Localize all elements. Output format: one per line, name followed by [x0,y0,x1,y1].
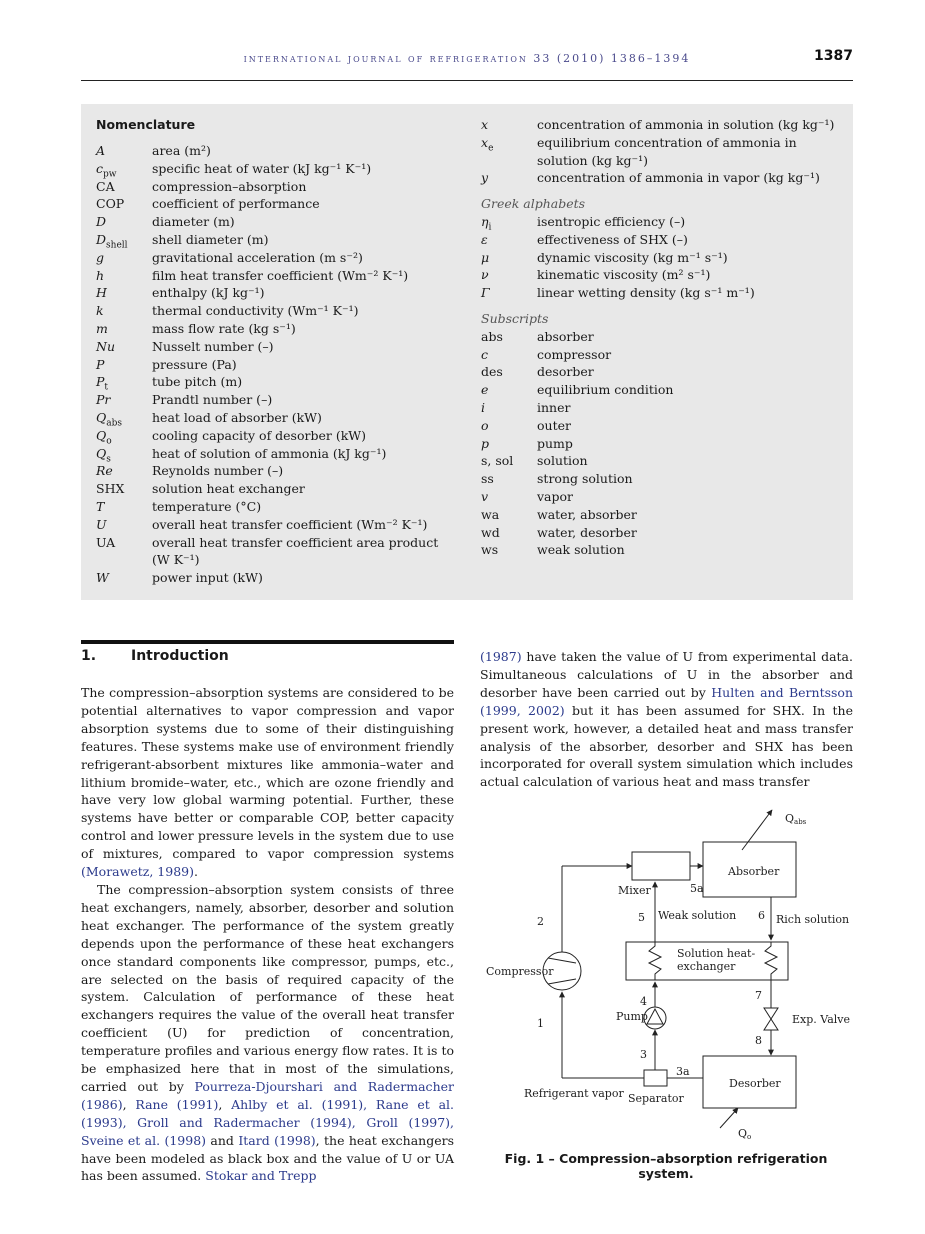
mixer-box [632,852,690,880]
paragraph-1-end: . [193,864,198,880]
greek-row [481,213,841,231]
nomenclature-row [96,498,446,516]
subscript-symbol: abs [481,328,503,344]
nomenclature-definition: area (m²) [152,143,211,158]
nomenclature-definition: overall heat transfer coefficient area product (W K⁻¹) [152,534,439,568]
subscript-row [481,399,841,417]
figure-1 [480,800,852,1145]
greek-symbol: Γ [481,285,490,301]
nomenclature-definition: thermal conductivity (Wm⁻¹ K⁻¹) [152,303,359,319]
subscript-symbol: p [481,435,490,451]
subscripts-label: Subscripts [481,310,549,326]
subscript-symbol: wa [481,506,500,522]
nomenclature-definition: specific heat of water (kJ kg⁻¹ K⁻¹) [152,160,372,176]
nomenclature-symbol: $P_t$ [96,374,109,393]
subscript-definition: inner [537,399,571,415]
nomenclature-symbol: U [96,516,107,532]
greek-label: Greek alphabets [481,196,586,212]
nomenclature-definition: concentration of ammonia in solution (kg kg⁻¹) [537,117,835,132]
subscript-definition: equilibrium condition [537,382,674,398]
label-6: 6 [758,909,765,922]
label-4: 4 [640,995,647,1008]
subscript-row [481,470,841,488]
citation-itard[interactable]: Itard (1998) [238,1132,316,1148]
nomenclature-row [96,284,446,302]
expansion-valve-symbol [764,1008,778,1030]
subscript-definition: pump [537,435,573,451]
nomenclature-definition: coefficient of performance [152,196,320,212]
nomenclature-row [96,160,446,178]
label-desorber: Desorber [729,1077,781,1090]
nomenclature-row [96,195,446,213]
paragraph-1 [81,684,454,881]
label-weak-solution: Weak solution [658,909,737,922]
label-5a: 5a [690,882,704,895]
nomenclature-symbol: g [96,249,105,265]
label-exp-valve: Exp. Valve [792,1013,851,1026]
nomenclature-row [96,249,446,267]
nomenclature-row [481,169,841,187]
subscript-definition: vapor [537,488,574,504]
nomenclature-row [96,391,446,409]
nomenclature-row [96,142,446,160]
nomenclature-row [96,409,446,427]
subscript-row [481,435,841,453]
nomenclature-symbol: Re [96,463,113,479]
nomenclature-definition: temperature (°C) [152,498,262,514]
subscript-definition: weak solution [537,542,625,558]
nomenclature-symbol: D [96,214,107,230]
greek-row [481,231,841,249]
subscript-row [481,452,841,470]
sep-4: , the heat exchangers have been modeled as black box and the value of U or UA has been assumed. [81,1132,454,1184]
subscript-row [481,524,841,542]
nomenclature-symbol: UA [96,534,116,550]
paragraph-2 [81,881,454,1185]
nomenclature-row [96,356,446,374]
label-q-abs: Qabs [785,812,807,826]
label-rich-solution: Rich solution [776,913,850,926]
greek-row [481,284,841,302]
subscript-definition: water, absorber [537,506,637,522]
subscript-symbol: wd [481,524,500,540]
label-shx-2: exchanger [677,960,736,973]
nomenclature-symbol: h [96,267,105,283]
nomenclature-row [481,134,841,170]
subscript-symbol: e [481,382,489,398]
citation-rane[interactable]: Rane (1991) [135,1096,219,1112]
greek-symbol: ε [481,231,488,247]
header-rule [81,80,853,81]
subscripts-list [481,328,841,559]
nomenclature-symbol: SHX [96,481,125,497]
sep-3: and [206,1132,239,1148]
subscript-symbol: s, sol [481,453,514,469]
paragraph-1-text: The compression–absorption systems are considered to be potential alternatives to vapor compression and vapor absorption systems due to some of their distinguishing features. These systems make use of environment friendly refrigerant-absorbent mixtures like ammonia–water and lithium bromide–water, etc., which are ozone friendly and have very low global warming potential. Further, these systems have better or comparable COP, better capacity control and lower pressure levels in the system due to use of mixtures, compared to vapor compression systems [81,685,454,862]
nomenclature-row [96,569,446,587]
subscript-definition: desorber [537,364,594,380]
nomenclature-row [96,534,446,570]
nomenclature-row [96,516,446,534]
nomenclature-definition: tube pitch (m) [152,374,243,390]
nomenclature-row [96,338,446,356]
nomenclature-symbol: Nu [96,338,115,354]
greek-row [481,266,841,284]
section-number: 1. [81,648,97,664]
nomenclature-symbol: A [96,143,106,158]
subscript-definition: compressor [537,346,612,362]
nomenclature-definition: Reynolds number (–) [152,463,284,479]
paragraph-3-text-a: have taken the value of U from experimental data. Simultaneous calculations of U in the absorber and desorber have been carried out by [480,649,853,700]
label-3a: 3a [676,1065,690,1078]
nomenclature-row [96,213,446,231]
nomenclature-definition: enthalpy (kJ kg⁻¹) [152,285,265,301]
nomenclature-row [96,178,446,196]
label-mixer: Mixer [618,884,651,897]
label-8: 8 [755,1034,762,1047]
nomenclature-definition: diameter (m) [152,214,235,230]
citation-ahlby[interactable]: Ahlby et al. (1991), Rane et al. (1993), Groll and Radermacher (1994), Groll (1997), Sveine et al. (1998) [81,1096,455,1148]
subscript-row [481,417,841,435]
paragraph-3 [480,648,853,791]
nomenclature-title: Nomenclature [96,117,196,132]
label-pump: Pump [616,1010,648,1023]
journal-title: international journal of refrigeration 33 (2010) 1386–1394 [243,52,691,65]
nomenclature-definition: heat load of absorber (kW) [152,409,322,425]
nomenclature-symbol: k [96,303,104,319]
nomenclature-definition: concentration of ammonia in vapor (kg kg⁻¹) [537,170,820,186]
citation-stokar-year[interactable]: (1987) [480,649,522,664]
nomenclature-symbol: Pr [96,392,111,408]
section-rule [81,640,454,644]
label-q-o: Qo [738,1127,752,1141]
citation-stokar[interactable]: Stokar and Trepp [205,1168,317,1184]
subscript-row [481,346,841,364]
subscript-row [481,541,841,559]
nomenclature-symbol: $Q_{abs}$ [96,409,122,429]
label-compressor: Compressor [486,965,554,978]
nomenclature-symbol: x [481,117,489,132]
nomenclature-definition: solution heat exchanger [152,481,305,497]
nomenclature-definition: Nusselt number (–) [152,338,274,354]
nomenclature-row [481,116,841,134]
nomenclature-symbol: CA [96,178,115,194]
nomenclature-definition: shell diameter (m) [152,231,269,247]
separator-box [644,1070,667,1086]
nomenclature-symbol: $D_{shell}$ [96,231,128,251]
subscript-symbol: o [481,417,489,433]
subscript-symbol: ss [481,471,494,487]
citation-pourreza[interactable]: Pourreza-Djourshari and Radermacher (1986) [81,1078,454,1112]
nomenclature-row [96,302,446,320]
nomenclature-symbol: $Q_s$ [96,445,111,465]
right-column-text [480,648,853,791]
nomenclature-left-column [96,142,446,587]
nomenclature-right-list [481,116,841,187]
nomenclature-definition: pressure (Pa) [152,356,237,372]
nomenclature-symbol: W [96,570,109,586]
figure-caption: Fig. 1 – Compression–absorption refrigeration system. [504,1151,828,1181]
label-7: 7 [755,989,762,1002]
greek-definition: dynamic viscosity (kg m⁻¹ s⁻¹) [537,249,728,265]
nomenclature-definition: compression–absorption [152,178,307,194]
label-separator: Separator [628,1092,684,1105]
paragraph-2-text: The compression–absorption system consists of three heat exchangers, namely, absorber, desorber and solution heat exchanger. The performance of the system greatly depends upon the performance of these heat exchangers once standard components like compressor, pumps, etc., are selected on the basis of required capacity of the system. Calculation of performance of these heat exchangers requires the value of the overall heat transfer coefficient (U) for prediction of concentration, temperature profiles and various energy flow rates. It is to be emphasized here that in most of the simulations, carried out by [81,881,454,1094]
greek-symbol: ν [481,267,489,283]
greek-list [481,213,841,302]
subscript-symbol: v [481,488,489,504]
greek-row [481,249,841,267]
greek-definition: linear wetting density (kg s⁻¹ m⁻¹) [537,285,755,301]
subscript-symbol: des [481,364,503,380]
nomenclature-symbol: m [96,320,108,336]
greek-definition: isentropic efficiency (–) [537,213,686,229]
label-2: 2 [537,915,544,928]
nomenclature-symbol: $x_e$ [481,134,494,154]
subscript-symbol: i [481,399,485,415]
greek-symbol: $\eta_i$ [481,213,492,233]
nomenclature-definition: Prandtl number (–) [152,392,273,408]
subscript-definition: absorber [537,328,594,344]
label-refrigerant-vapor: Refrigerant vapor [524,1087,624,1100]
subscript-symbol: ws [481,542,499,558]
nomenclature-definition: overall heat transfer coefficient (Wm⁻² K⁻¹) [152,516,428,532]
sep-1: , [122,1096,136,1112]
nomenclature-definition: power input (kW) [152,570,263,586]
subscript-definition: water, desorber [537,524,637,540]
label-shx-1: Solution heat- [677,947,756,960]
label-3: 3 [640,1048,647,1061]
nomenclature-definition: cooling capacity of desorber (kW) [152,427,367,443]
nomenclature-definition: film heat transfer coefficient (Wm⁻² K⁻¹) [152,267,409,283]
subscript-row [481,328,841,346]
nomenclature-row [96,231,446,249]
greek-symbol: μ [481,249,490,265]
sep-2: , [218,1096,232,1112]
label-5: 5 [638,911,645,924]
nomenclature-symbol: H [96,285,107,301]
nomenclature-symbol: T [96,498,105,514]
nomenclature-symbol: P [96,356,105,372]
nomenclature-definition: gravitational acceleration (m s⁻²) [152,249,363,265]
subscript-definition: strong solution [537,471,633,487]
greek-definition: effectiveness of SHX (–) [537,231,688,247]
nomenclature-definition: equilibrium concentration of ammonia in solution (kg kg⁻¹) [537,134,797,168]
nomenclature-row [96,373,446,391]
nomenclature-symbol: $Q_o$ [96,427,112,447]
citation-morawetz[interactable]: (Morawetz, 1989) [81,864,194,880]
nomenclature-definition: mass flow rate (kg s⁻¹) [152,320,296,336]
section-title: Introduction [131,648,229,664]
system-diagram [480,800,852,1145]
nomenclature-row [96,445,446,463]
page-number: 1387 [814,48,853,64]
nomenclature-symbol: $c_{pw}$ [96,160,117,180]
nomenclature-box [81,104,853,600]
section-heading [81,648,229,664]
subscript-symbol: c [481,346,489,362]
label-1: 1 [537,1017,544,1030]
nomenclature-row [96,320,446,338]
citation-hulten[interactable]: Hulten and Berntsson (1999, 2002) [480,684,853,718]
greek-definition: kinematic viscosity (m² s⁻¹) [537,267,711,283]
nomenclature-row [96,427,446,445]
subscript-row [481,506,841,524]
subscript-row [481,381,841,399]
subscript-row [481,363,841,381]
nomenclature-row [96,480,446,498]
subscript-definition: outer [537,417,571,433]
subscript-definition: solution [537,453,588,469]
nomenclature-right-column [481,116,841,559]
nomenclature-symbol: y [481,170,489,186]
nomenclature-definition: heat of solution of ammonia (kJ kg⁻¹) [152,445,387,461]
subscript-row [481,488,841,506]
paragraph-3-text-b: but it has been assumed for SHX. In the present work, however, a detailed heat and mass transfer analysis of the absorber, desorber and SHX has been incorporated for overall system simulation which includes actual calculation of various heat and mass transfer [480,702,853,790]
label-absorber: Absorber [728,865,780,878]
nomenclature-row [96,462,446,480]
left-column-text [81,684,454,1185]
nomenclature-symbol: COP [96,196,125,212]
running-header [81,48,853,70]
nomenclature-row [96,267,446,285]
